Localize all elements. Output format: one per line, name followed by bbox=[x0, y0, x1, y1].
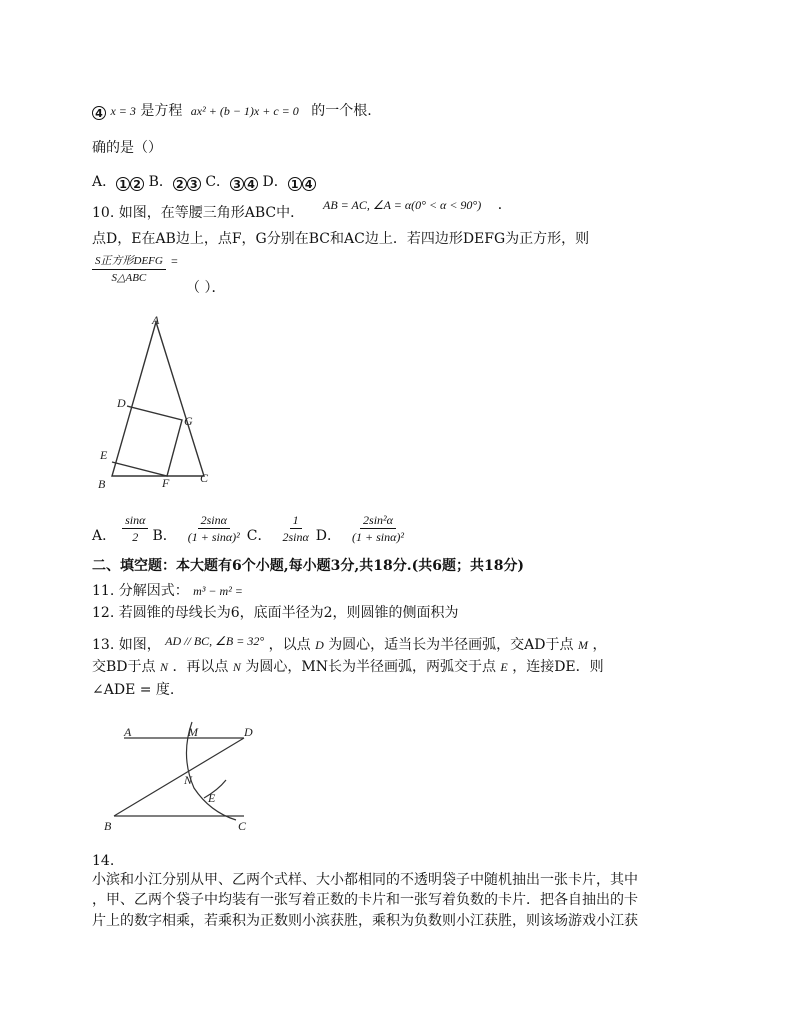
label-c: C bbox=[200, 471, 209, 485]
label-g: G bbox=[184, 414, 193, 428]
option-d-label: D． bbox=[262, 174, 288, 190]
label-b: B bbox=[98, 477, 106, 491]
ratio-numerator: S正方形DEFG bbox=[92, 253, 166, 270]
option-b-fraction bbox=[185, 512, 243, 545]
circled-number: 4 bbox=[244, 177, 258, 191]
point-d: D bbox=[315, 638, 324, 652]
q10-options bbox=[92, 512, 407, 545]
option-a-denominator: 2 bbox=[132, 530, 139, 544]
q13-text: 交BD于点 bbox=[92, 659, 156, 675]
option-c-label: C． bbox=[205, 174, 231, 190]
triangle-figure bbox=[92, 312, 222, 492]
label-m: M bbox=[188, 725, 198, 739]
option-d-label: D． bbox=[315, 528, 341, 544]
circled-number: 3 bbox=[230, 177, 244, 191]
q13-condition: AD // BC, ∠B = 32° bbox=[165, 634, 265, 648]
q13-line3: ∠ADE = 度. bbox=[92, 682, 175, 698]
label-e: E bbox=[100, 448, 108, 462]
q9-options bbox=[92, 173, 316, 191]
option-c-fraction bbox=[279, 512, 311, 545]
q14-line2: ，甲、乙两个袋子中均装有一张写着正数的卡片和一张写着负数的卡片．把各自抽出的卡 bbox=[92, 892, 638, 908]
equals-sign: = bbox=[170, 254, 179, 268]
q11 bbox=[92, 582, 243, 600]
area-ratio-fraction bbox=[92, 253, 166, 286]
option-a-numerator: sinα bbox=[122, 512, 148, 529]
option-c-label: C． bbox=[246, 528, 272, 544]
option-b-label: B． bbox=[148, 174, 173, 190]
point-m: M bbox=[577, 638, 588, 652]
q9-text: 是方程 bbox=[140, 103, 183, 119]
q10-condition bbox=[323, 196, 512, 214]
label-d: D bbox=[117, 396, 126, 410]
q13-line1 bbox=[92, 632, 606, 654]
option-d-denominator: (1 + sinα)² bbox=[352, 530, 404, 544]
q10-lead: 10. 如图，在等腰三角形ABC中． bbox=[92, 205, 305, 221]
label-b: B bbox=[104, 819, 112, 833]
option-a-fraction bbox=[122, 512, 148, 545]
q10-line2: 点D，E在AB边上，点F，G分别在BC和AC边上．若四边形DEFG为正方形，则 bbox=[92, 231, 590, 247]
option-a-label: A． bbox=[92, 528, 117, 544]
label-e: E bbox=[208, 791, 216, 805]
circled-number: 1 bbox=[288, 177, 302, 191]
label-a: A bbox=[124, 725, 132, 739]
condition-expression: AB = AC, ∠A = α(0° < α < 90°) bbox=[323, 198, 482, 212]
option-d-fraction bbox=[349, 512, 407, 545]
q14-line1: 小滨和小江分别从甲、乙两个式样、大小都相同的不透明袋子中随机抽出一张卡片，其中 bbox=[92, 872, 638, 888]
label-f: F bbox=[162, 476, 170, 490]
q14-line3: 片上的数字相乘，若乘积为正数则小滨获胜，乘积为负数则小江获胜，则该场游戏小江获 bbox=[92, 913, 638, 929]
circled-number: 1 bbox=[116, 177, 130, 191]
circled-number: 4 bbox=[302, 177, 316, 191]
root-expression: x = 3 bbox=[110, 104, 136, 118]
point-e: E bbox=[500, 660, 508, 674]
q12: 12. 若圆锥的母线长为6，底面半径为2，则圆锥的侧面积为 bbox=[92, 605, 459, 621]
option-b-denominator: (1 + sinα)² bbox=[187, 530, 240, 544]
answer-paren: （ ）． bbox=[186, 280, 226, 296]
q9-prompt: 确的是（） bbox=[92, 140, 162, 156]
label-a: A bbox=[152, 313, 160, 327]
option-a-label: A． bbox=[92, 174, 117, 190]
q13-line2 bbox=[92, 658, 604, 676]
option-b-numerator: 2sinα bbox=[198, 512, 230, 529]
circled-number: 4 bbox=[92, 106, 106, 120]
label-d: D bbox=[244, 725, 253, 739]
option-d-numerator: 2sin²α bbox=[360, 512, 396, 529]
q13-text: 为圆心，适当长为半径画弧，交AD于点 bbox=[328, 637, 574, 653]
q13-lead: 13. 如图， bbox=[92, 637, 161, 653]
period: ． bbox=[497, 197, 512, 213]
construction-figure bbox=[100, 716, 270, 838]
ratio-denominator: S△ABC bbox=[111, 271, 147, 284]
q9-item-4 bbox=[92, 102, 372, 120]
triangle-abc bbox=[112, 322, 204, 476]
q13-text: 为圆心，MN长为半径画弧，两弧交于点 bbox=[245, 659, 496, 675]
label-c: C bbox=[238, 819, 247, 833]
q13-text: ， bbox=[592, 637, 607, 653]
q14-number: 14. bbox=[92, 853, 115, 869]
q11-text: 11. 分解因式： bbox=[92, 583, 189, 599]
q13-text: ．再以点 bbox=[172, 659, 229, 675]
q9-text-end: 的一个根. bbox=[311, 103, 372, 119]
q13-text: ，以点 bbox=[268, 637, 311, 653]
option-c-numerator: 1 bbox=[290, 512, 302, 529]
line-bd bbox=[114, 738, 244, 816]
q13-text: ，连接DE．则 bbox=[512, 659, 604, 675]
option-b-label: B． bbox=[152, 528, 177, 544]
section-heading: 二、填空题：本大题有6个小题,每小题3分,共18分.(共6题；共18分) bbox=[92, 558, 525, 574]
q10-ratio bbox=[92, 252, 178, 286]
point-n: N bbox=[159, 660, 168, 674]
point-n: N bbox=[232, 660, 241, 674]
label-n: N bbox=[184, 773, 193, 787]
q11-expression: m³ − m² = bbox=[193, 584, 243, 598]
equation: ax² + (b − 1)x + c = 0 bbox=[190, 104, 299, 118]
circled-number: 3 bbox=[187, 177, 201, 191]
circled-number: 2 bbox=[130, 177, 144, 191]
option-c-denominator: 2sinα bbox=[282, 530, 309, 544]
circled-number: 2 bbox=[173, 177, 187, 191]
